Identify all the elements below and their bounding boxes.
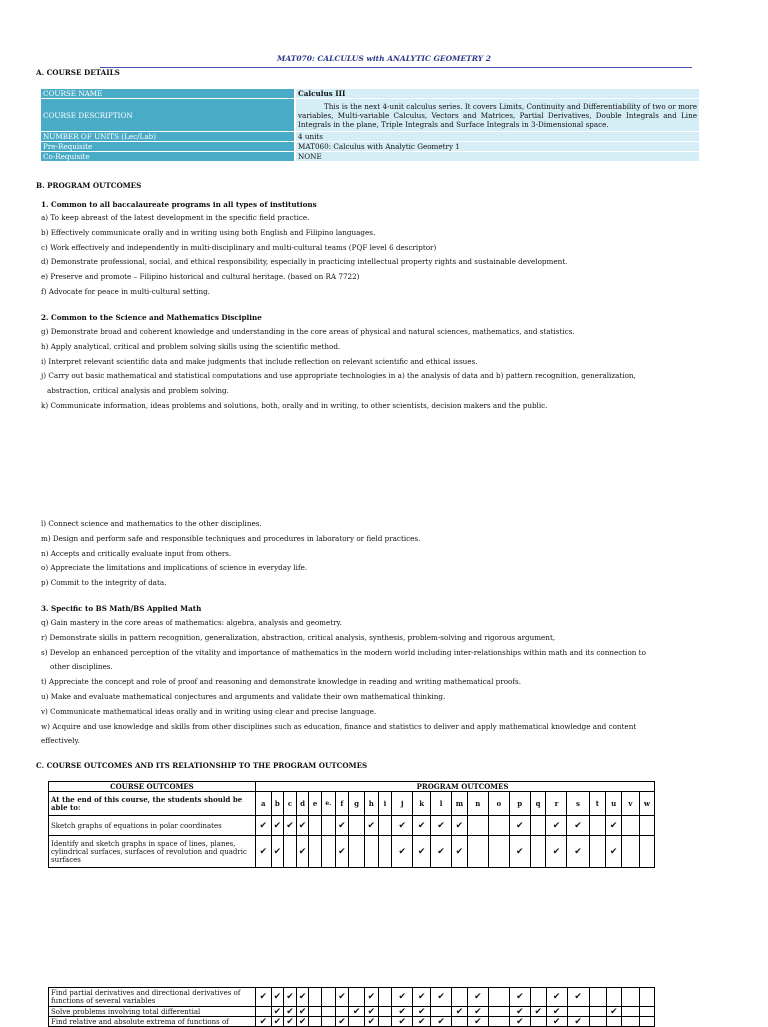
program-outcome-letter: o xyxy=(488,792,509,816)
program-outcome-letter: a xyxy=(255,792,271,816)
empty-cell xyxy=(322,988,336,1007)
check-mark: ✔ xyxy=(364,816,378,836)
empty-cell xyxy=(606,1017,622,1027)
program-outcome-letter: p xyxy=(509,792,530,816)
check-mark: ✔ xyxy=(284,988,297,1007)
check-mark: ✔ xyxy=(452,836,468,868)
empty-cell xyxy=(349,1017,365,1027)
check-mark: ✔ xyxy=(365,1007,379,1017)
check-mark: ✔ xyxy=(546,816,567,836)
check-mark: ✔ xyxy=(567,988,589,1007)
check-mark: ✔ xyxy=(296,1007,309,1017)
empty-cell xyxy=(589,1007,606,1017)
empty-cell xyxy=(321,836,335,868)
empty-cell xyxy=(530,836,546,868)
program-outcome-letter: n xyxy=(467,792,488,816)
outcome-item: t) Appreciate the concept and role of proof and reasoning and demonstrate knowledge in reading and writing mathematical proofs. xyxy=(41,677,522,687)
empty-cell xyxy=(530,988,546,1007)
outcome-item: b) Effectively communicate orally and in writing using both English and Filipino languages. xyxy=(41,227,376,237)
letters-row xyxy=(49,792,655,816)
group2-list xyxy=(41,327,636,416)
check-mark: ✔ xyxy=(546,1007,567,1017)
empty-cell xyxy=(378,1017,392,1027)
group3-title: 3. Specific to BS Math/BS Applied Math xyxy=(41,604,202,613)
course-outcomes-table xyxy=(48,781,655,868)
empty-cell xyxy=(640,988,655,1007)
check-mark: ✔ xyxy=(431,1017,452,1027)
check-mark: ✔ xyxy=(509,836,530,868)
check-mark: ✔ xyxy=(467,988,488,1007)
empty-cell xyxy=(322,1017,336,1027)
outcome-row xyxy=(49,1007,655,1017)
empty-cell xyxy=(309,1017,322,1027)
course-name-value: Calculus III xyxy=(295,89,699,99)
check-mark: ✔ xyxy=(296,988,309,1007)
prerequisite-value: MAT060: Calculus with Analytic Geometry 1 xyxy=(295,142,699,152)
check-mark: ✔ xyxy=(413,988,431,1007)
check-mark: ✔ xyxy=(606,836,622,868)
section-b-heading: B. PROGRAM OUTCOMES xyxy=(36,181,142,190)
empty-cell xyxy=(488,816,509,836)
check-mark: ✔ xyxy=(567,816,589,836)
outcome-item: k) Communicate information, ideas problems and solutions, both, orally and in writing, to other scientists, decision makers and the public. xyxy=(41,400,548,410)
header-divider xyxy=(100,67,692,68)
group1-list xyxy=(41,213,567,302)
empty-cell xyxy=(378,836,392,868)
check-mark: ✔ xyxy=(271,1017,284,1027)
outcome-item: a) To keep abreast of the latest development in the specific field practice. xyxy=(41,213,310,222)
program-outcome-letter: u xyxy=(606,792,622,816)
empty-cell xyxy=(639,816,654,836)
course-description-label: COURSE DESCRIPTION xyxy=(41,99,295,132)
outcome-row xyxy=(49,988,655,1007)
program-outcome-letter: e. xyxy=(321,792,335,816)
empty-cell xyxy=(530,816,546,836)
empty-cell xyxy=(467,816,488,836)
units-label: NUMBER OF UNITS (Lec/Lab) xyxy=(41,132,295,142)
empty-cell xyxy=(530,1017,546,1027)
empty-cell xyxy=(378,988,392,1007)
program-outcome-letter: j xyxy=(392,792,413,816)
group3-list xyxy=(41,618,646,751)
check-mark: ✔ xyxy=(255,1017,271,1027)
empty-cell xyxy=(349,816,365,836)
check-mark: ✔ xyxy=(452,816,468,836)
course-outcomes-table-continued xyxy=(48,987,655,1027)
section-c-heading: C. COURSE OUTCOMES AND ITS RELATIONSHIP TO THE PROGRAM OUTCOMES xyxy=(36,761,368,770)
program-outcome-letter: v xyxy=(622,792,640,816)
check-mark: ✔ xyxy=(431,816,452,836)
outcome-item: j) Carry out basic mathematical and statistical computations and use appropriate technologies in a) the analysis of data and b) pattern recognition, generalization, xyxy=(41,371,636,381)
program-outcome-letter: l xyxy=(431,792,452,816)
empty-cell xyxy=(622,816,640,836)
check-mark: ✔ xyxy=(567,836,589,868)
program-outcome-letter: e xyxy=(309,792,322,816)
program-outcome-letter: t xyxy=(589,792,606,816)
empty-cell xyxy=(378,1007,392,1017)
check-mark: ✔ xyxy=(413,836,431,868)
outcome-item-continued: effectively. xyxy=(41,736,80,746)
empty-cell xyxy=(488,988,509,1007)
check-mark: ✔ xyxy=(271,836,284,868)
course-outcome-text: Sketch graphs of equations in polar coordinates xyxy=(49,816,256,836)
empty-cell xyxy=(622,836,640,868)
check-mark: ✔ xyxy=(271,988,284,1007)
check-mark: ✔ xyxy=(296,816,309,836)
check-mark: ✔ xyxy=(349,1007,365,1017)
check-mark: ✔ xyxy=(255,816,271,836)
program-outcome-letter: g xyxy=(349,792,365,816)
program-outcome-letter: m xyxy=(452,792,468,816)
empty-cell xyxy=(255,1007,271,1017)
document-title: MAT070: CALCULUS with ANALYTIC GEOMETRY 2 xyxy=(277,54,491,63)
empty-cell xyxy=(640,1017,655,1027)
empty-cell xyxy=(309,836,322,868)
check-mark: ✔ xyxy=(392,988,413,1007)
check-mark: ✔ xyxy=(606,816,622,836)
check-mark: ✔ xyxy=(284,816,297,836)
outcome-item: o) Appreciate the limitations and implications of science in everyday life. xyxy=(41,563,308,573)
empty-cell xyxy=(364,836,378,868)
check-mark: ✔ xyxy=(271,816,284,836)
empty-cell xyxy=(452,1017,468,1027)
program-outcome-letter: k xyxy=(413,792,431,816)
check-mark: ✔ xyxy=(452,1007,468,1017)
check-mark: ✔ xyxy=(467,1007,488,1017)
outcome-item: p) Commit to the integrity of data. xyxy=(41,578,167,588)
empty-cell xyxy=(589,1017,606,1027)
outcome-item: n) Accepts and critically evaluate input from others. xyxy=(41,548,232,558)
empty-cell xyxy=(349,988,365,1007)
empty-cell xyxy=(622,988,640,1007)
check-mark: ✔ xyxy=(365,1017,379,1027)
program-outcome-letter: b xyxy=(271,792,284,816)
course-details-table xyxy=(41,89,699,162)
check-mark: ✔ xyxy=(392,836,413,868)
check-mark: ✔ xyxy=(255,836,271,868)
check-mark: ✔ xyxy=(567,1017,589,1027)
program-outcome-letter: d xyxy=(296,792,309,816)
check-mark: ✔ xyxy=(296,1017,309,1027)
prerequisite-label: Pre-Requisite xyxy=(41,142,295,152)
check-mark: ✔ xyxy=(546,1017,567,1027)
check-mark: ✔ xyxy=(413,1007,431,1017)
program-outcome-letter: q xyxy=(530,792,546,816)
empty-cell xyxy=(309,988,322,1007)
outcome-item: s) Develop an enhanced perception of the vitality and importance of mathematics in the modern world including inter-relationships within math and its connection to xyxy=(41,647,646,657)
empty-cell xyxy=(322,1007,336,1017)
program-outcome-letter: w xyxy=(639,792,654,816)
outcome-item: h) Apply analytical, critical and problem solving skills using the scientific method. xyxy=(41,341,341,351)
outcome-item: i) Interpret relevant scientific data and make judgments that include reflection on relevant scientific and ethical issues. xyxy=(41,356,478,366)
group2-list-continued xyxy=(41,519,420,593)
empty-cell xyxy=(431,1007,452,1017)
check-mark: ✔ xyxy=(335,988,349,1007)
course-outcome-text: Find relative and absolute extrema of functions of xyxy=(49,1017,256,1027)
check-mark: ✔ xyxy=(413,1017,431,1027)
empty-cell xyxy=(640,1007,655,1017)
check-mark: ✔ xyxy=(284,1017,297,1027)
outcome-item: f) Advocate for peace in multi-cultural setting. xyxy=(41,286,210,296)
empty-cell xyxy=(467,836,488,868)
check-mark: ✔ xyxy=(509,988,530,1007)
empty-cell xyxy=(589,988,606,1007)
check-mark: ✔ xyxy=(546,836,567,868)
units-value: 4 units xyxy=(295,132,699,142)
program-outcome-letter: r xyxy=(546,792,567,816)
outcome-row xyxy=(49,816,655,836)
check-mark: ✔ xyxy=(509,1007,530,1017)
program-outcome-letter: s xyxy=(567,792,589,816)
program-outcome-letter: f xyxy=(335,792,349,816)
empty-cell xyxy=(622,1007,640,1017)
outcome-item: u) Make and evaluate mathematical conjectures and arguments and validate their own mathematical thinking. xyxy=(41,691,446,701)
check-mark: ✔ xyxy=(284,1007,297,1017)
empty-cell xyxy=(378,816,392,836)
outcome-row xyxy=(49,1017,655,1027)
check-mark: ✔ xyxy=(271,1007,284,1017)
check-mark: ✔ xyxy=(530,1007,546,1017)
outcome-item: c) Work effectively and independently in multi-disciplinary and multi-cultural teams (PQF level 6 descriptor) xyxy=(41,242,437,252)
empty-cell xyxy=(488,836,509,868)
check-mark: ✔ xyxy=(606,1007,622,1017)
program-outcome-letter: c xyxy=(284,792,297,816)
outcome-item-continued: abstraction, critical analysis and problem solving. xyxy=(47,386,229,396)
outcome-item: w) Acquire and use knowledge and skills from other disciplines such as education, finance and statistics to deliver and apply mathematical knowledge and content xyxy=(41,721,637,731)
check-mark: ✔ xyxy=(335,816,349,836)
check-mark: ✔ xyxy=(509,816,530,836)
empty-cell xyxy=(335,1007,349,1017)
corequisite-label: Co-Requisite xyxy=(41,152,295,162)
outcome-item: m) Design and perform safe and responsible techniques and procedures in laboratory or field practices. xyxy=(41,533,421,543)
check-mark: ✔ xyxy=(335,836,349,868)
outcome-item: e) Preserve and promote – Filipino historical and cultural heritage. (based on RA 7722) xyxy=(41,272,360,282)
empty-cell xyxy=(589,836,606,868)
outcome-item: v) Communicate mathematical ideas orally and in writing using clear and precise language. xyxy=(41,706,377,716)
empty-cell xyxy=(589,816,606,836)
empty-cell xyxy=(567,1007,589,1017)
check-mark: ✔ xyxy=(392,1017,413,1027)
check-mark: ✔ xyxy=(365,988,379,1007)
outcome-item: d) Demonstrate professional, social, and ethical responsibility, especially in practicing intellectual property rights and sustainable development. xyxy=(41,257,568,267)
check-mark: ✔ xyxy=(431,988,452,1007)
corequisite-value: NONE xyxy=(295,152,699,162)
check-mark: ✔ xyxy=(431,836,452,868)
course-description-value: This is the next 4-unit calculus series. It covers Limits, Continuity and Differentiability of two or more variables, Multi-variable Calculus, Vectors and Matrices, Partial Derivatives, Double Integrals and Line Integrals in the plane, Triple Integrals and Surface Integrals in 3-Dimensional space. xyxy=(295,99,699,132)
empty-cell xyxy=(622,1017,640,1027)
check-mark: ✔ xyxy=(413,816,431,836)
group1-title: 1. Common to all baccalaureate programs in all types of institutions xyxy=(41,200,317,209)
empty-cell xyxy=(452,988,468,1007)
empty-cell xyxy=(606,988,622,1007)
section-a-heading: A. COURSE DETAILS xyxy=(36,68,120,77)
empty-cell xyxy=(488,1017,509,1027)
header-spacer xyxy=(255,782,271,792)
empty-cell xyxy=(309,816,322,836)
students-able-to: At the end of this course, the students should be able to: xyxy=(49,792,256,816)
table-header-row xyxy=(49,782,655,792)
outcome-item: g) Demonstrate broad and coherent knowledge and understanding in the core areas of physical and natural sciences, mathematics, and statistics. xyxy=(41,327,575,336)
program-outcomes-header: PROGRAM OUTCOMES xyxy=(271,782,654,792)
check-mark: ✔ xyxy=(467,1017,488,1027)
course-outcome-text: Identify and sketch graphs in space of lines, planes, cylindrical surfaces, surfaces of revolution and quadric surfaces xyxy=(49,836,256,868)
outcome-item: r) Demonstrate skills in pattern recognition, generalization, abstraction, critical analysis, synthesis, problem-solving and rigorous argument, xyxy=(41,632,556,642)
check-mark: ✔ xyxy=(392,1007,413,1017)
empty-cell xyxy=(639,836,654,868)
empty-cell xyxy=(488,1007,509,1017)
course-outcomes-header: COURSE OUTCOMES xyxy=(49,782,256,792)
check-mark: ✔ xyxy=(509,1017,530,1027)
check-mark: ✔ xyxy=(255,988,271,1007)
course-name-label: COURSE NAME xyxy=(41,89,295,99)
program-outcome-letter: h xyxy=(364,792,378,816)
check-mark: ✔ xyxy=(546,988,567,1007)
outcome-item-continued: other disciplines. xyxy=(50,662,113,672)
check-mark: ✔ xyxy=(392,816,413,836)
course-outcome-text: Find partial derivatives and directional derivatives of functions of several variables xyxy=(49,988,256,1007)
outcome-row xyxy=(49,836,655,868)
empty-cell xyxy=(321,816,335,836)
empty-cell xyxy=(284,836,297,868)
check-mark: ✔ xyxy=(296,836,309,868)
empty-cell xyxy=(309,1007,322,1017)
outcome-item: q) Gain mastery in the core areas of mathematics: algebra, analysis and geometry. xyxy=(41,618,342,627)
course-outcome-text: Solve problems involving total differential xyxy=(49,1007,256,1017)
check-mark: ✔ xyxy=(335,1017,349,1027)
group2-title: 2. Common to the Science and Mathematics Discipline xyxy=(41,313,262,322)
empty-cell xyxy=(349,836,365,868)
program-outcome-letter: i xyxy=(378,792,392,816)
outcome-item: l) Connect science and mathematics to the other disciplines. xyxy=(41,519,262,528)
